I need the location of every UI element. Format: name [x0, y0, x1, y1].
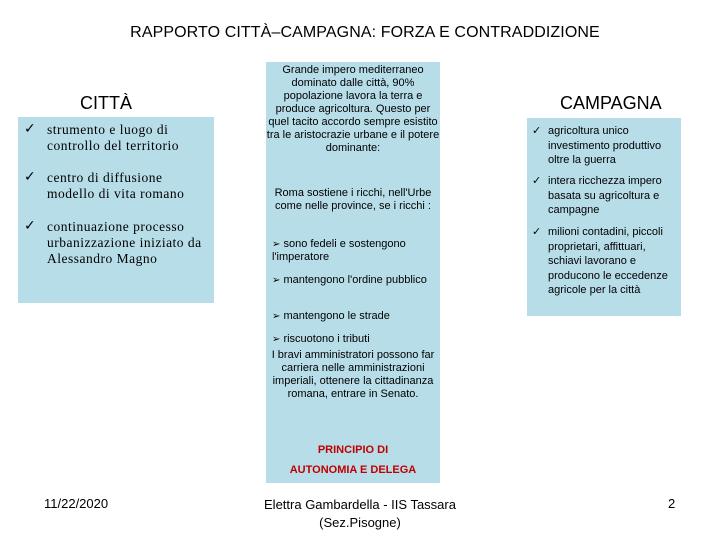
campagna-item: ✓ milioni contadini, piccoli proprietari, affittuari, schiavi lavorano e producono le eccedenze agricole per la città [532, 225, 668, 297]
center-closing: I bravi amministratori possono far carriera nelle amministrazioni imperiali, ottenere la cittadinanza romana, entrare in Senato. [271, 349, 435, 400]
checkmark-icon: ✓ [24, 121, 36, 137]
citta-item: ✓ continuazione processo urbanizzazione iniziato da Alessandro Magno [24, 218, 202, 266]
arrow-right-icon: ➢ [272, 239, 281, 250]
arrow-right-icon: ➢ [272, 275, 281, 286]
citta-item: ✓ centro di diffusione modello di vita romano [24, 169, 185, 201]
campagna-heading: CAMPAGNA [560, 93, 662, 113]
campagna-item: ✓ agricoltura unico investimento produttivo oltre la guerra [532, 124, 662, 167]
slide-title: RAPPORTO CITTÀ–CAMPAGNA: FORZA E CONTRADDIZIONE [130, 24, 600, 41]
campagna-item: ✓ intera ricchezza impero basata su agricoltura e campagne [532, 174, 662, 217]
footer-author-line-1: Elettra Gambardella - IIS Tassara [264, 497, 456, 512]
footer-date: 11/22/2020 [44, 496, 109, 511]
principle-line-2: AUTONOMIA E DELEGA [289, 464, 417, 476]
center-subintro: Roma sostiene i ricchi, nell'Urbe come nelle province, se i ricchi : [274, 187, 432, 212]
center-bullet: ➢ sono fedeli e sostengono l'imperatore [272, 238, 406, 263]
page-number: 2 [668, 496, 676, 511]
checkmark-icon: ✓ [532, 124, 542, 137]
citta-item: ✓ strumento e luogo di controllo del territorio [24, 121, 179, 153]
arrow-right-icon: ➢ [272, 311, 281, 322]
center-bullet: ➢ mantengono l'ordine pubblico [272, 274, 427, 286]
footer-author [250, 496, 470, 532]
citta-heading: CITTÀ [80, 93, 132, 113]
checkmark-icon: ✓ [532, 174, 542, 187]
center-intro: Grande impero mediterraneo dominato dalle città, 90% popolazione lavora la terra e produce agricoltura. Questo per quel tacito accordo sempre esistito tra le aristocrazie urbane e il potere dominante: [266, 64, 440, 154]
checkmark-icon: ✓ [24, 218, 36, 234]
arrow-right-icon: ➢ [272, 334, 281, 345]
checkmark-icon: ✓ [24, 169, 36, 185]
checkmark-icon: ✓ [532, 225, 542, 238]
center-bullet: ➢ mantengono le strade [272, 310, 390, 322]
principle-line-1: PRINCIPIO DI [317, 444, 389, 456]
center-bullet: ➢ riscuotono i tributi [272, 333, 370, 345]
footer-author-line-2: (Sez.Pisogne) [319, 515, 401, 530]
